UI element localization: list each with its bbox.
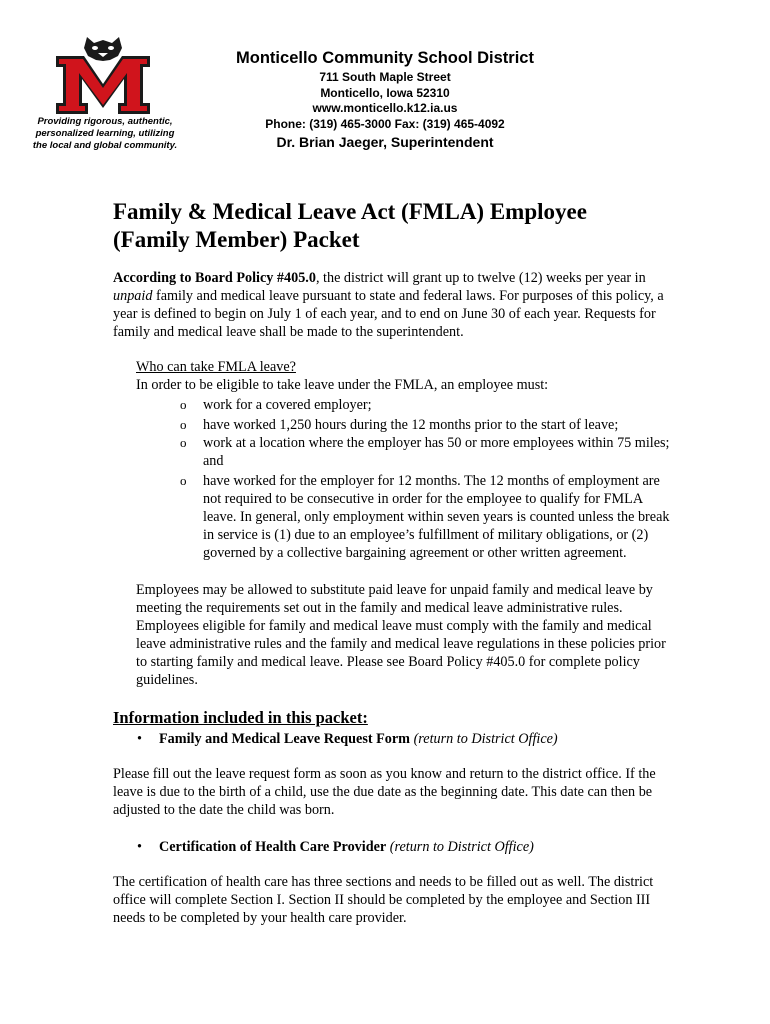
phone-fax: Phone: (319) 465-3000 Fax: (319) 465-4092	[265, 116, 505, 131]
letterhead	[200, 46, 570, 152]
document-title	[113, 198, 673, 254]
letter-m-icon	[56, 56, 150, 114]
address-line-1: 711 South Maple Street	[319, 70, 451, 84]
item-title: Family and Medical Leave Request Form	[159, 731, 411, 747]
item-note: (return to District Office)	[389, 839, 534, 855]
eligibility-section	[136, 358, 673, 689]
district-tagline: Providing rigorous, authentic, personalized learning, utilizing the local and global community.	[32, 116, 178, 151]
list-item: o work at a location where the employer has 50 or more employees within 75 miles; and	[180, 434, 673, 470]
bullet-icon: •	[137, 839, 142, 855]
bullet-icon: •	[137, 731, 142, 747]
policy-reference: According to Board Policy #405.0	[113, 270, 316, 286]
intro-text-2: family and medical leave pursuant to state and federal laws. For purposes of this policy, a year is defined to begin on July 1 of each year, and to end on June 30 of each year. Requests for family and medical leave shall be made to the superintendent.	[113, 288, 664, 340]
list-item: o have worked 1,250 hours during the 12 months prior to the start of leave;	[180, 416, 673, 434]
address-line-2: Monticello, Iowa 52310	[320, 85, 450, 100]
item-note: (return to District Office)	[413, 731, 558, 747]
document-body	[113, 198, 673, 927]
substitution-paragraph: Employees may be allowed to substitute paid leave for unpaid family and medical leave by meeting the requirements set out in the family and medical leave administrative rules. Employees eligible for family and medical leave must comply with the family and medical leave administrative rules and the family and medical leave regulations in these policies prior to starting family and medical leave. Please see Board Policy #405.0 for complete policy guidelines.	[136, 582, 666, 688]
district-logo	[54, 34, 152, 116]
superintendent: Dr. Brian Jaeger, Superintendent	[276, 134, 494, 150]
request-form-paragraph: Please fill out the leave request form as soon as you know and return to the district office. If the leave is due to the birth of a child, use the due date as the beginning date. This date can then be adjusted to the date the child was born.	[113, 766, 656, 818]
eligibility-title: Who can take FMLA leave?	[136, 359, 296, 375]
title-line-2: (Family Member) Packet	[113, 227, 360, 252]
packet-contents-heading: Information included in this packet:	[113, 708, 368, 727]
list-item: o work for a covered employer;	[180, 396, 673, 414]
eligibility-lead: In order to be eligible to take leave under the FMLA, an employee must:	[136, 377, 549, 393]
district-name: Monticello Community School District	[236, 49, 534, 67]
unpaid-emphasis: unpaid	[113, 288, 153, 304]
website: www.monticello.k12.ia.us	[312, 101, 458, 115]
intro-paragraph	[113, 269, 673, 341]
title-line-1: Family & Medical Leave Act (FMLA) Employee	[113, 199, 587, 224]
list-item: o have worked for the employer for 12 months. The 12 months of employment are not required to be consecutive in order for the employee to qualify for FMLA leave. In general, only employment within seven years is counted unless the break in service is (1) due to an employee’s fulfillment of military obligations, or (2) governed by a collective bargaining agreement or other written agreement.	[180, 472, 673, 562]
panther-head-icon	[84, 37, 122, 61]
intro-text-1: , the district will grant up to twelve (12) weeks per year in	[315, 270, 646, 286]
certification-paragraph: The certification of health care has three sections and needs to be filled out as well. The district office will complete Section I. Section II should be completed by the employee and Section III needs to be completed by your health care provider.	[113, 874, 654, 926]
eligibility-list	[180, 396, 673, 562]
packet-item-certification	[113, 838, 673, 856]
item-title: Certification of Health Care Provider	[159, 839, 387, 855]
packet-item-request-form	[113, 730, 673, 748]
